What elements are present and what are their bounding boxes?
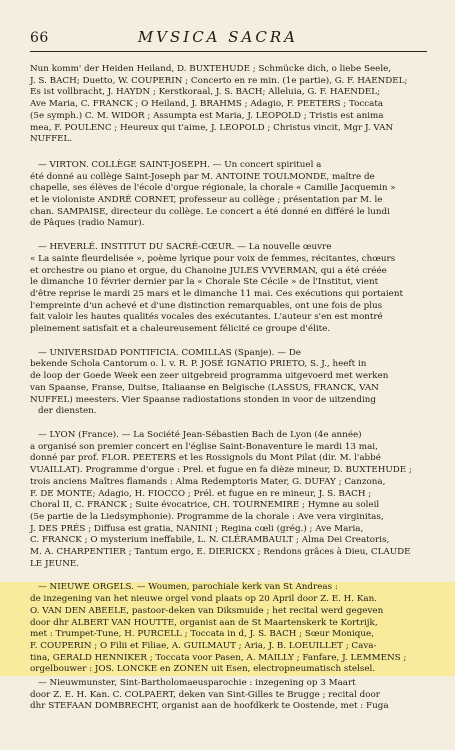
text-line: M. A. CHARPENTIER ; Tantum ergo, E. DIERICKX ; Rendons grâces à Dieu, CLAUDE — [30, 547, 411, 558]
section-heading-line: — Nieuwmunster, Sint-Bartholomaeusparochie : inzegening op 3 Maart — [38, 678, 356, 689]
section-nieuwe-orgels-highlighted — [0, 582, 455, 676]
article-body — [30, 64, 427, 725]
section-heading-line: — UNIVERSIDAD PONTIFICIA. COMILLAS (Spanje). — De — [38, 347, 301, 358]
text-line: door dhr ALBERT VAN HOUTTE, organist aan de St Maartenskerk te Kortrijk, — [30, 617, 378, 628]
text-line: trois anciens Maîtres flamands : Alma Redemptoris Mater, G. DUFAY ; Canzona, — [30, 476, 386, 487]
text-line: « La sainte fleurdelisée », poème lyrique pour voix de femmes, récitantes, chœurs — [30, 253, 396, 264]
text-line: O. VAN DEN ABEELE, pastoor-deken van Diksmuide ; het recital werd gegeven — [30, 605, 384, 616]
text-line: pleinement satisfait et a chaleureusement félicité ce groupe d'élite. — [30, 324, 331, 335]
text-line: tina, GERALD HENNIKER ; Toccata voor Pasen, A. MAILLY ; Fanfare, J. LEMMENS ; — [30, 652, 407, 663]
journal-title: MVSICA SACRA — [137, 28, 298, 46]
section-heading-line: — LYON (France). — La Société Jean-Sébastien Bach de Lyon (4e année) — [38, 429, 362, 440]
section-nieuwmunster — [30, 678, 427, 713]
text-line: de loop der Goede Week een zeer uitgebreid programma uitgevoerd met werken — [30, 371, 389, 382]
text-line: chapelle, ses élèves de l'école d'orgue régionale, la chorale « Camille Jacquemin » — [30, 183, 396, 194]
text-line: de Pâques (radio Namur). — [30, 218, 145, 229]
text-line: d'être reprise le mardi 25 mars et le dimanche 11 mai. Ces exécutions qui portaient — [30, 288, 404, 299]
text-line: (5e symph.) C. M. WIDOR ; Assumpta est Maria, J. LEOPOLD ; Tristis est anima — [30, 110, 384, 121]
section-virton — [30, 160, 427, 230]
text-line: et le violoniste ANDRÉ CORNET, professeur au collège ; présentation par M. le — [30, 195, 383, 206]
text-line: C. FRANCK ; O mysterium ineffabile, L. N. CLÉRAMBAULT ; Alma Dei Creatoris, — [30, 535, 390, 546]
text-line: et orchestre ou piano et orgue, du Chanoine JULES VYVERMAN, qui a été créée — [30, 265, 387, 276]
page-number: 66 — [30, 30, 49, 46]
text-line: mea, F. POULENC ; Heureux qui t'aime, J. LEOPOLD ; Christus vincit, Mgr J. VAN — [30, 122, 394, 133]
section-heading-line: — NIEUWE ORGELS. — Woumen, parochiale kerk van St Andreas : — [38, 582, 338, 593]
header-rule — [30, 51, 427, 52]
text-line: Es ist vollbracht, J. HAYDN ; Kerstkoraal, J. S. BACH; Alleluia, G. F. HAENDEL; — [30, 87, 381, 98]
text-line: LE JEUNE. — [30, 558, 80, 569]
text-line: Choral II, C. FRANCK ; Suite évocatrice, CH. TOURNEMIRE ; Hymne au soleil — [30, 500, 380, 511]
text-line: F. DE MONTE; Adagio, H. FIOCCO ; Prél. et fugue en re mineur, J. S. BACH ; — [30, 488, 372, 499]
section-lyon — [30, 430, 427, 570]
text-line: donné par prof. FLOR. PEETERS et les Rossignols du Mont Pilat (dir. M. l'abbé — [30, 453, 381, 464]
text-line: l'empreinte d'un achevé et d'une distinction remarquables, ont une fois de plus — [30, 300, 383, 311]
running-header — [30, 28, 427, 50]
text-line: van Spaanse, Franse, Duitse, Italiaanse en Belgische (LASSUS, FRANCK, VAN — [30, 382, 379, 393]
text-line: Nun komm' der Heiden Heiland, D. BUXTEHUDE ; Schmücke dich, o liebe Seele, — [30, 64, 392, 74]
text-line: a organisé son premier concert en l'église Saint-Bonaventure le mardi 13 mai, — [30, 441, 378, 452]
text-line: bekende Schola Cantorum o. l. v. R. P. JOSÉ IGNATIO PRIETO, S. J., heeft in — [30, 359, 367, 370]
text-line: F. COUPERIN ; O Filii et Filiae, A. GUILMAUT ; Aria, J. B. LOEUILLET ; Cava- — [30, 640, 377, 651]
text-line: VUAILLAT). Programme d'orgue : Prel. et fugue en fa dièze mineur, D. BUXTEHUDE ; — [30, 465, 412, 476]
text-line: de inzegening van het nieuwe orgel vond plaats op 20 April door Z. E. H. Kan. — [30, 594, 378, 605]
text-line: chan. SAMPAISE, directeur du collège. Le concert a été donné en différé le lundi — [30, 206, 390, 217]
section-comillas — [30, 348, 427, 418]
text-line: J. S. BACH; Duetto, W. COUPERIN ; Concerto en re min. (1e partie), G. F. HAENDEL; — [30, 75, 408, 86]
text-line: été donné au collège Saint-Joseph par M. ANTOINE TOULMONDE, maître de — [30, 171, 375, 182]
text-line: le dimanche 10 février dernier par la « Chorale Ste Cécile » de l'Institut, vient — [30, 277, 379, 288]
text-line: Ave Maria, C. FRANCK ; O Heiland, J. BRAHMS ; Adagio, F. PEETERS ; Toccata — [30, 99, 384, 110]
text-line: door Z. E. H. Kan. C. COLPAERT, deken van Sint-Gilles te Brugge ; recital door — [30, 689, 380, 700]
text-line: fait valoir les hautes qualités vocales des exécutantes. L'auteur s'en est montré — [30, 312, 383, 323]
text-line: met : Trumpet-Tune, H. PURCELL ; Toccata in d, J. S. BACH ; Sœur Monique, — [30, 629, 375, 640]
section-continuation — [30, 64, 427, 146]
text-line: NUFFEL. — [30, 134, 73, 145]
section-heading-line: — VIRTON. COLLÈGE SAINT-JOSEPH. — Un concert spirituel a — [38, 159, 322, 170]
text-line: der diensten. — [38, 406, 97, 417]
text-line: (5e partie de la Liedsymphonie). Programme de la chorale : Ave vera virginitas, — [30, 511, 384, 522]
section-heading-line: — HEVERLÉ. INSTITUT DU SACRÉ-CŒUR. — La nouvelle œuvre — [38, 242, 332, 253]
text-line: NUFFEL) meesters. Vier Spaanse radiostations stonden in voor de uitzending — [30, 394, 376, 405]
section-heverle — [30, 242, 427, 336]
text-line: dhr STEFAAN DOMBRECHT, organist aan de hoofdkerk te Oostende, met : Fuga — [30, 701, 389, 712]
text-line: orgelbouwer : JOS. LONCKE en ZONEN uit Esen, electropneumatisch stelsel. — [30, 664, 376, 675]
text-line: J. DES PRÉS ; Diffusa est gratia, NANINI ; Regina cœli (grég.) ; Ave Maria, — [30, 523, 364, 534]
